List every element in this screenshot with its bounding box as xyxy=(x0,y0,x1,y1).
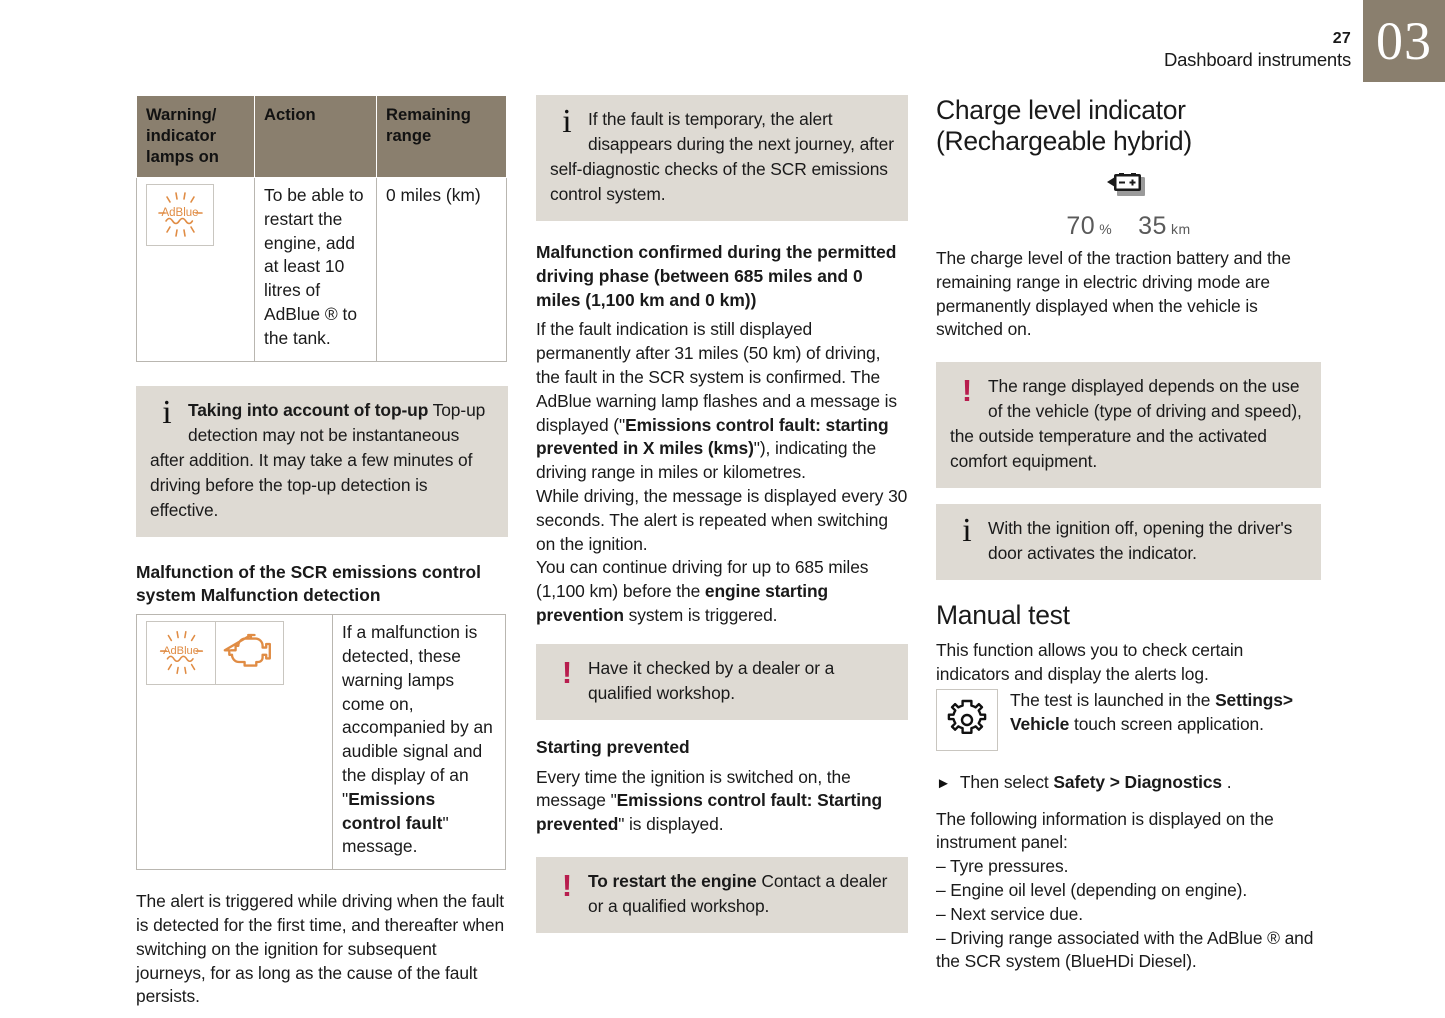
gear-text-after: touch screen application. xyxy=(1069,713,1264,734)
table-cell-range: 0 miles (km) xyxy=(377,178,507,362)
warning-lamp-table xyxy=(136,95,507,362)
gear-icon-svg xyxy=(943,696,991,744)
middle-heading-malfunction-confirmed: Malfunction confirmed during the permitted driving phase (between 685 miles and 0 miles (1,100 km and 0 km)) xyxy=(536,242,897,310)
list-item: – Driving range associated with the AdBlue ® and the SCR system (BlueHDi Diesel). xyxy=(936,927,1314,972)
charge-range-value: 35 xyxy=(1138,212,1167,240)
section-title-manual-test: Manual test xyxy=(936,600,1070,631)
page-header xyxy=(1164,0,1445,90)
charge-percentage xyxy=(1066,212,1112,241)
right-column xyxy=(936,95,1321,1009)
information-icon: i xyxy=(162,393,172,431)
left-heading-malfunction: Malfunction of the SCR emissions control system Malfunction detection xyxy=(136,561,481,606)
warning-exclamation-icon: ! xyxy=(561,654,573,690)
warning-note-title: To restart the engine xyxy=(588,870,757,891)
gear-text-before: The test is launched in the xyxy=(1010,689,1216,710)
settings-gear-icon xyxy=(936,689,998,751)
information-icon: i xyxy=(562,103,572,140)
mid-p1-bold: Emissions control fault: starting prevented in X miles (kms) xyxy=(536,414,889,459)
triangle-bullet-icon: ► xyxy=(936,774,951,792)
mid-p4-bold: Emissions control fault: Starting prevented xyxy=(536,790,882,835)
malfunction-icons-group xyxy=(146,621,284,685)
malfunction-text-before: If a malfunction is detected, these warning lamps come on, accompanied by an audible signal and the display of an " xyxy=(342,622,493,809)
table-header-warning-lamps: Warning/ indicator lamps on xyxy=(137,96,255,178)
left-column xyxy=(136,95,508,1009)
gear-text-bold: Settings> Vehicle xyxy=(1010,689,1293,734)
warning-exclamation-icon: ! xyxy=(961,373,973,409)
engine-icon-svg xyxy=(223,630,277,676)
list-item: – Next service due. xyxy=(936,903,1083,924)
table-cell-icons xyxy=(137,615,333,870)
adblue-warning-lamp-icon xyxy=(146,184,214,246)
chapter-name: Dashboard instruments xyxy=(1163,48,1351,70)
charge-range xyxy=(1138,212,1190,241)
warning-note-restart-engine xyxy=(536,857,908,933)
manual-test-list-intro: The following information is displayed on the instrument panel: xyxy=(936,808,1274,853)
warning-note-body xyxy=(550,869,894,919)
left-closing-paragraph: The alert is triggered while driving when the fault is detected for the first time, and thereafter when switching on the ignition for subsequent journeys, for as long as the cause of the fault persists. xyxy=(136,891,505,1007)
warning-note-dealer-check xyxy=(536,644,908,720)
mid-p3-before: You can continue driving for up to 685 miles (1,100 km) before the xyxy=(536,557,869,602)
info-note-body xyxy=(150,393,494,523)
table-cell-action: To be able to restart the engine, add at least 10 litres of AdBlue ® to the tank. xyxy=(255,178,377,362)
info-note-text: Top-up detection may not be instantaneous after addition. It may take a few minutes of driving before the top-up detection is effective. xyxy=(150,399,486,520)
charge-percentage-value: 70 xyxy=(1066,212,1096,240)
info-note-topup xyxy=(136,386,508,537)
mid-p1-after: "), indicating the driving range in miles or kilometres. xyxy=(536,438,877,483)
mid-p4-after: " is displayed. xyxy=(618,814,724,835)
select-text-before: Then select xyxy=(959,771,1054,792)
select-text-bold: Safety > Diagnostics xyxy=(1053,771,1222,792)
malfunction-text-after: " message. xyxy=(342,812,449,857)
table-row xyxy=(137,178,507,362)
list-item: – Engine oil level (depending on engine). xyxy=(936,879,1248,900)
table-cell-icon xyxy=(137,178,255,362)
mid-p3-after: system is triggered. xyxy=(623,604,778,625)
manual-test-intro: This function allows you to check certain indicators and display the alerts log. xyxy=(936,640,1244,684)
charge-indicator-figure xyxy=(936,157,1321,247)
manual-test-select-row xyxy=(936,771,1321,796)
list-item: – Tyre pressures. xyxy=(936,856,1069,877)
information-icon: i xyxy=(962,512,972,550)
adblue-icon-svg xyxy=(149,624,213,682)
malfunction-icon-table xyxy=(136,614,506,870)
table-header-action: Action xyxy=(255,96,377,178)
traction-battery-icon xyxy=(1103,171,1155,201)
page-number: 27 xyxy=(1332,30,1351,47)
page-columns xyxy=(136,95,1321,1009)
info-note-ignition-off xyxy=(936,504,1321,580)
info-note-temporary-fault xyxy=(536,95,908,221)
table-header-remaining-range: Remaining range xyxy=(377,96,507,178)
middle-heading-starting-prevented: Starting prevented xyxy=(536,736,690,757)
info-note-title: Taking into account of top-up xyxy=(188,399,429,420)
section-title-line2: (Rechargeable hybrid) xyxy=(936,126,1192,156)
info-note-body: If the fault is temporary, the alert disappears during the next journey, after self-diagnostic checks of the SCR emissions control system. xyxy=(550,109,894,204)
warning-note-text: Contact a dealer or a qualified workshop. xyxy=(588,870,888,916)
middle-column xyxy=(536,95,908,1009)
charge-range-unit: km xyxy=(1170,221,1191,237)
warning-note-body: Have it checked by a dealer or a qualified workshop. xyxy=(588,657,835,703)
header-text-block xyxy=(1164,0,1363,72)
warning-exclamation-icon: ! xyxy=(561,867,573,903)
table-row xyxy=(137,615,506,870)
middle-paragraph-1 xyxy=(536,318,908,485)
chapter-number-badge: 03 xyxy=(1363,0,1445,82)
table-header-row xyxy=(137,96,507,178)
select-row-text xyxy=(960,771,1232,795)
adblue-warning-lamp-icon xyxy=(147,622,215,684)
info-note-body: With the ignition off, opening the driver's door activates the indicator. xyxy=(988,518,1293,564)
select-text-after: . xyxy=(1222,771,1232,792)
manual-test-gear-text xyxy=(1010,689,1321,737)
warning-note-range-depends xyxy=(936,362,1321,488)
adblue-icon-svg xyxy=(147,185,213,245)
middle-paragraph-3 xyxy=(536,556,908,627)
charge-percentage-unit: % xyxy=(1099,221,1113,237)
warning-note-body: The range displayed depends on the use of the vehicle (type of driving and speed), the outside temperature and the activated comfort equipment. xyxy=(950,376,1302,472)
mid-p3-bold: engine starting prevention xyxy=(536,581,829,625)
table-cell-malfunction-text xyxy=(333,615,506,870)
middle-paragraph-2: While driving, the message is displayed every 30 seconds. The alert is repeated when switching on the ignition. xyxy=(536,485,908,554)
malfunction-text-bold: Emissions control fault xyxy=(342,788,443,833)
manual-test-gear-row xyxy=(936,689,1321,751)
svg-text:AdBlue: AdBlue xyxy=(163,645,199,658)
section-title-line1: Charge level indicator xyxy=(936,95,1186,125)
charge-values-row xyxy=(936,212,1321,241)
section-title-charge-level xyxy=(936,95,1321,157)
engine-check-warning-icon xyxy=(215,622,283,684)
charge-paragraph: The charge level of the traction battery and the remaining range in electric driving mode are permanently displayed when the vehicle is switched on. xyxy=(936,248,1291,340)
svg-text:AdBlue: AdBlue xyxy=(161,207,199,219)
mid-p1-before: If the fault indication is still displayed permanently after 31 miles (50 km) of driving, the fault in the SCR system is confirmed. The AdBlue warning lamp flashes and a message is displayed (" xyxy=(536,319,898,435)
middle-paragraph-4 xyxy=(536,766,908,837)
mid-p4-before: Every time the ignition is switched on, the message " xyxy=(536,766,851,811)
